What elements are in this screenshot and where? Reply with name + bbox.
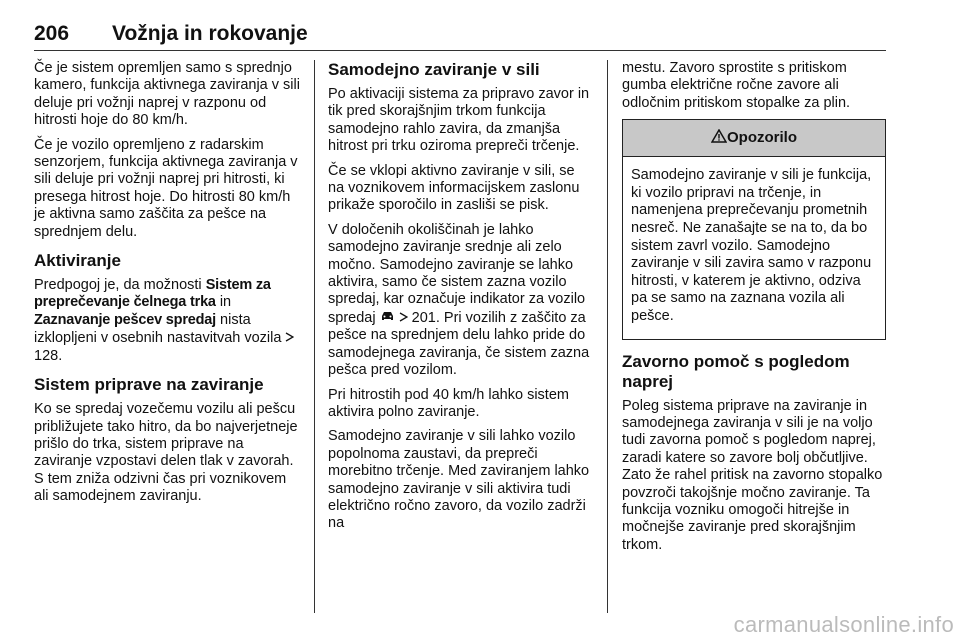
paragraph — [328, 222, 592, 380]
page-number: 206 — [34, 22, 70, 45]
text: V določenih okoliščinah je lahko samodejno zaviranje srednje ali zelo močno. Samodejno zaviranje se lahko aktivira, samo če sistem zazna vozilo spredaj, kar označuje indikator za vozilo spredaj — [328, 221, 586, 326]
warning-header — [623, 120, 885, 157]
text: nista izklopljeni v osebnih nastavitvah vozila — [34, 311, 286, 347]
page-reference-icon — [285, 330, 294, 345]
warning-title: Opozorilo — [727, 129, 797, 147]
column-divider — [607, 60, 608, 613]
warning-text: Samodejno zaviranje v sili je funkcija, ki vozilo pripravi na trčenje, in namenjena preprečevanju prometnih nesreč. Ne zanašajte se na to, da bo sistem zavrl vozilo. Samodejno zaviranje v sili zavira samo v razponu hitrosti, v katerem je aktivno, odziva pa se samo na zaznana vozila ali pešce. — [631, 167, 872, 324]
paragraph: Če je vozilo opremljeno z radarskim senzorjem, funkcija aktivnega zaviranja v sili deluje pri vožnji naprej pri hitrosti, ki presega hitrost hoje. Do hitrosti 80 km/h je aktivna samo zaščita za pešce na sprednjem delu. — [34, 136, 298, 240]
paragraph: mestu. Zavoro sprostite s pritiskom gumba električne ročne zavore ali odločnim pritiskom stopalke za plin. — [622, 60, 851, 111]
header-divider — [34, 50, 886, 51]
section-heading-forward-brake-assist: Zavorno pomoč s pogledom naprej — [622, 351, 850, 391]
paragraph: Poleg sistema priprave na zaviranje in samodejnega zaviranja v sili je na voljo tudi zavorna pomoč s pogledom naprej, zaradi katere so zavore bolj občutljive. Zato že rahel pritisk na zavorno stopalko povzroči takojšnje močno zaviranje. Ta funkcija vozniku omogoči hitrejše in močnejše zaviranje pred skorajšnjim trkom. — [622, 397, 883, 553]
column-divider — [314, 60, 315, 613]
section-heading-activation: Aktiviranje — [34, 251, 121, 271]
section-heading-auto-braking: Samodejno zaviranje v sili — [328, 60, 540, 79]
text: Pri vozilih z zaščito za pešce na sprednjem delu lahko pride do samodejnega zaviranja, če sistem zazna pešca pred vozilom. — [328, 309, 590, 379]
paragraph: Ko se spredaj vozečemu vozilu ali pešcu približujete tako hitro, da bo najverjetneje prišlo do trka, sistem priprave na zaviranje vzpostavi delen tlak v zavorah. S tem zniža odzivni čas pri voznikovem ali samodejnem zaviranju. — [34, 401, 298, 505]
watermark: carmanualsonline.info — [733, 612, 954, 637]
warning-box — [622, 119, 886, 339]
warning-triangle-icon — [711, 129, 727, 146]
chapter-title: Vožnja in rokovanje — [112, 22, 308, 45]
setting-name: Sistem za preprečevanje čelnega trka — [34, 277, 271, 311]
page-header — [34, 22, 886, 48]
paragraph: Če se vklopi aktivno zaviranje v sili, se na voznikovem informacijskem zaslonu prikaže sporočilo in zasliši se pisk. — [328, 162, 580, 214]
text: in — [215, 294, 232, 311]
page-reference[interactable]: 128. — [34, 347, 63, 364]
page-reference[interactable]: 201. — [411, 309, 440, 326]
paragraph-activation — [34, 277, 300, 365]
page-reference-icon — [399, 310, 408, 325]
section-heading-brake-prep: Sistem priprave na zaviranje — [34, 375, 264, 395]
paragraph: Po aktivaciji sistema za pripravo zavor in tik pred skorajšnjim trkom funkcija samodejno rahlo zavira, da zmanjša hitrost pri trku oziroma prepreči trčenje. — [328, 86, 590, 155]
column-3 — [622, 60, 886, 561]
column-1 — [34, 60, 300, 513]
paragraph: Pri hitrostih pod 40 km/h lahko sistem aktivira polno zaviranje. — [328, 386, 569, 420]
paragraph: Če je sistem opremljen samo s sprednjo kamero, funkcija aktivnega zaviranja v sili deluje pri vožnji naprej v razponu od hitrosti hoje do 80 km/h. — [34, 60, 300, 129]
warning-body — [623, 157, 885, 338]
column-2 — [328, 60, 592, 540]
vehicle-ahead-icon — [380, 310, 395, 326]
text: Predpogoj je, da možnosti — [34, 277, 206, 294]
setting-name: Zaznavanje pešcev spredaj — [34, 311, 216, 328]
paragraph: Samodejno zaviranje v sili lahko vozilo popolnoma zaustavi, da prepreči morebitno trčenje. Med zaviranjem lahko samodejno zaviranje v sili aktivira tudi električno ročno zavoro, da vozilo zadrži na — [328, 428, 590, 532]
